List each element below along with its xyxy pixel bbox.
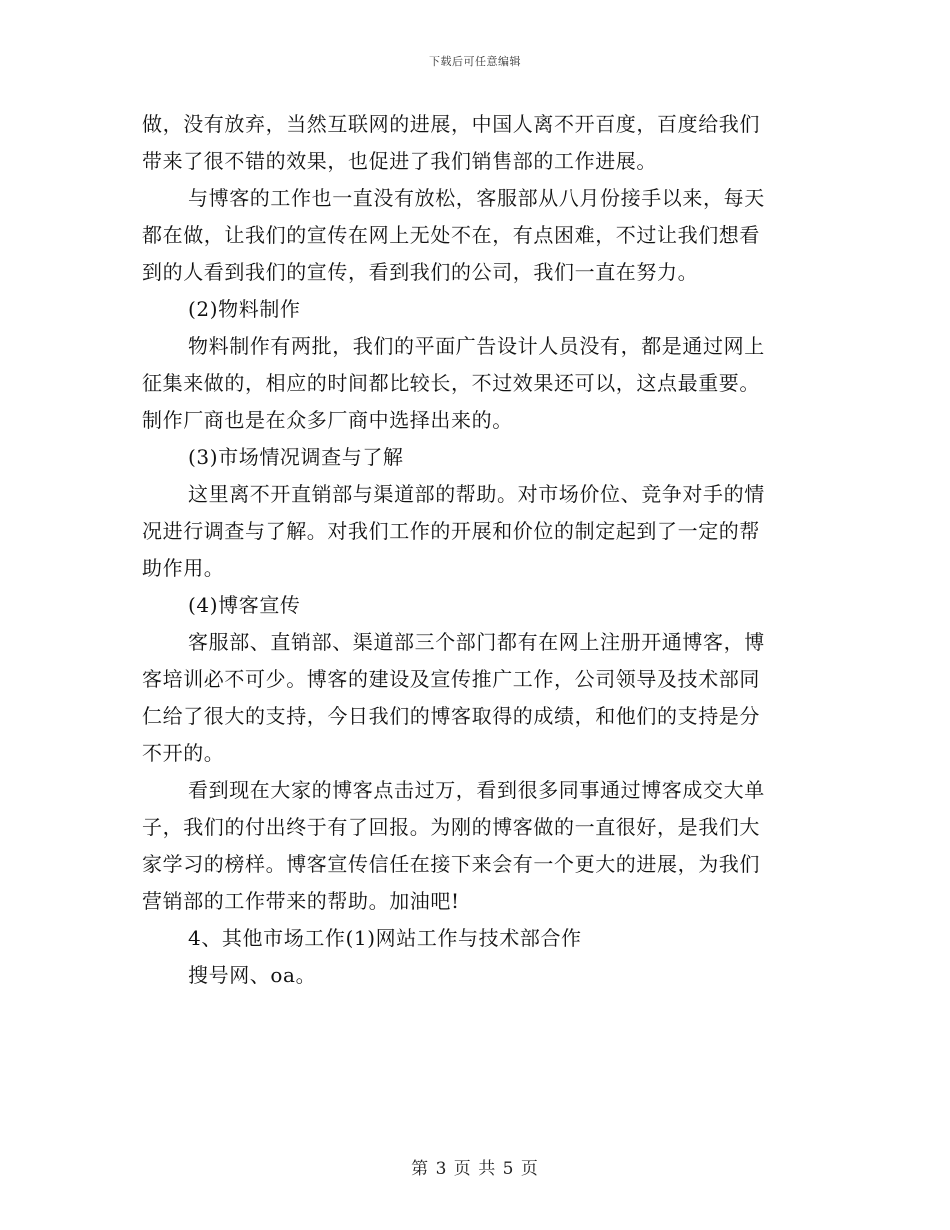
text-line: 4、其他市场工作(1)网站工作与技术部合作 xyxy=(188,926,582,950)
text-line: 征集来做的，相应的时间都比较长，不过效果还可以，这点最重要。 xyxy=(142,371,760,395)
text-line: 子，我们的付出终于有了回报。为刚的博客做的一直很好，是我们大 xyxy=(142,815,760,839)
text-line: 看到现在大家的博客点击过万，看到很多同事通过博客成交大单 xyxy=(188,778,765,802)
text-line: 客培训必不可少。博客的建设及宣传推广工作，公司领导及技术部同 xyxy=(142,667,760,691)
text-line: 不开的。 xyxy=(142,741,225,765)
text-line: 与博客的工作也一直没有放松，客服部从八月份接手以来，每天 xyxy=(188,186,765,210)
text-line: 家学习的榜样。博客宣传信任在接下来会有一个更大的进展，为我们 xyxy=(142,852,760,876)
text-line: 助作用。 xyxy=(142,556,225,580)
document-body xyxy=(142,106,808,994)
text-line: 这里离不开直销部与渠道部的帮助。对市场价位、竞争对手的情 xyxy=(188,482,765,506)
text-line: 物料制作有两批，我们的平面广告设计人员没有，都是通过网上 xyxy=(188,334,765,358)
text-line: 况进行调查与了解。对我们工作的开展和价位的制定起到了一定的帮 xyxy=(142,519,760,543)
text-line: 带来了很不错的效果，也促进了我们销售部的工作进展。 xyxy=(142,149,657,173)
text-line: 制作厂商也是在众多厂商中选择出来的。 xyxy=(142,408,513,432)
text-line: 到的人看到我们的宣传，看到我们的公司，我们一直在努力。 xyxy=(142,260,699,284)
page-header: 下载后可任意编辑 xyxy=(429,55,521,68)
text-line: (4)博客宣传 xyxy=(188,593,301,617)
text-line: 做，没有放弃，当然互联网的进展，中国人离不开百度，百度给我们 xyxy=(142,112,760,136)
text-line: 搜号网、oa。 xyxy=(188,963,317,987)
text-line: (2)物料制作 xyxy=(188,297,301,321)
text-line: 营销部的工作带来的帮助。加油吧! xyxy=(142,889,460,913)
text-line: 仁给了很大的支持，今日我们的博客取得的成绩，和他们的支持是分 xyxy=(142,704,760,728)
text-line: 都在做，让我们的宣传在网上无处不在，有点困难，不过让我们想看 xyxy=(142,223,760,247)
page-footer: 第 3 页 共 5 页 xyxy=(411,1159,539,1179)
text-line: 客服部、直销部、渠道部三个部门都有在网上注册开通博客，博 xyxy=(188,630,765,654)
text-line: (3)市场情况调查与了解 xyxy=(188,445,404,469)
